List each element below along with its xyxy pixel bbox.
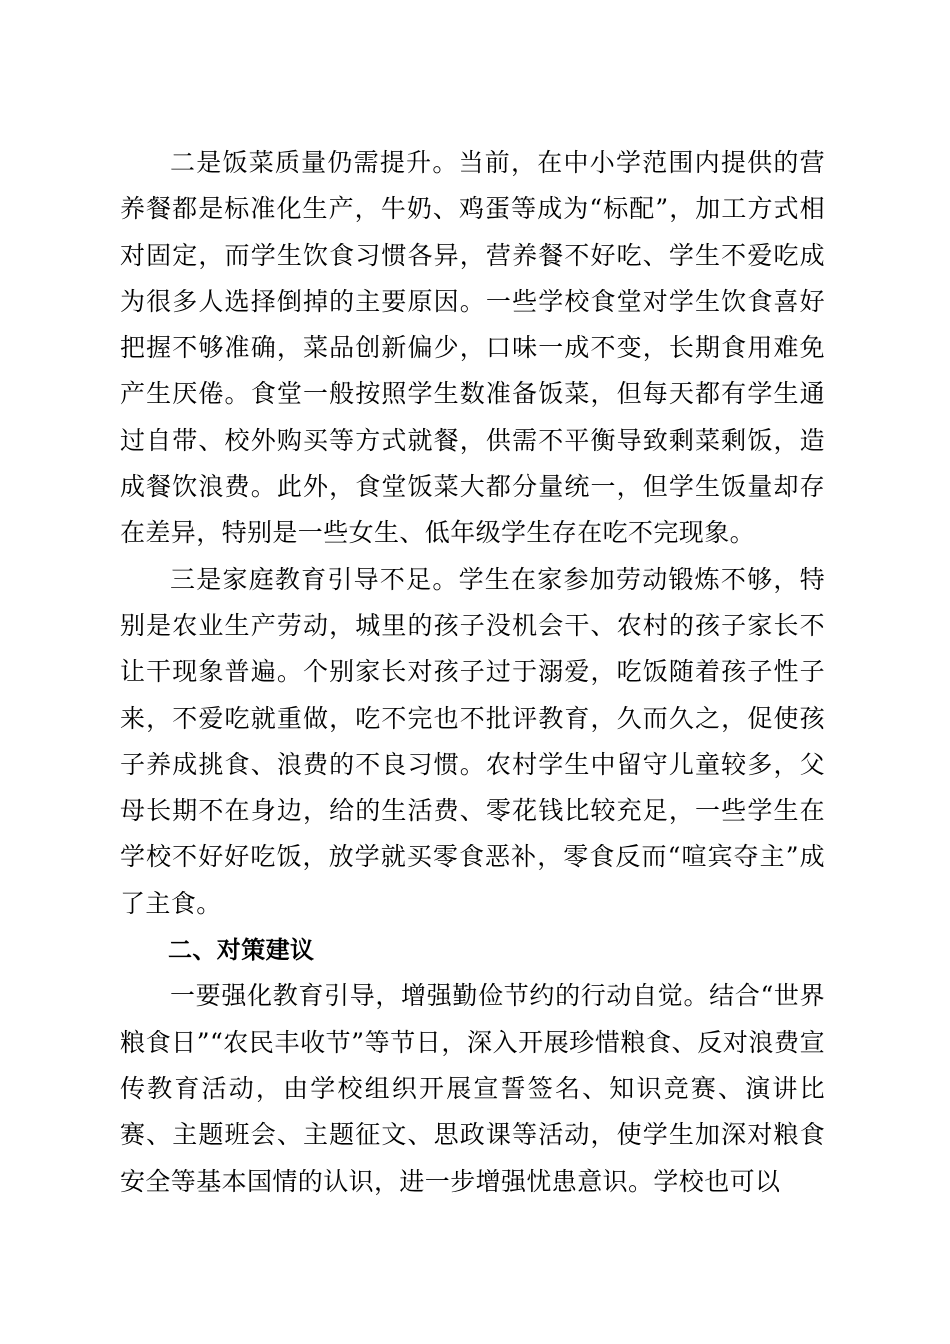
paragraph-body: 当前，在中小学范围内提供的营养餐都是标准化生产，牛奶、鸡蛋等成为“标配”，加工方式相对固定，而学生饮食习惯各异，营养餐不好吃、学生不爱吃成为很多人选择倒掉的主要原因。一些学校食堂对学生饮食喜好把握不够准确，菜品创新偏少，口味一成不变，长期食用难免产生厌倦。食堂一般按照学生数准备饭菜，但每天都有学生通过自带、校外购买等方式就餐，供需不平衡导致剩菜剩饭，造成餐饮浪费。此外，食堂饭菜大都分量统一，但学生饭量却存在差异，特别是一些女生、低年级学生存在吃不完现象。 — [120, 148, 825, 548]
section-heading: 二、对策建议 — [168, 936, 315, 965]
paragraph-body: 学生在家参加劳动锻炼不够，特别是农业生产劳动，城里的孩子没机会干、农村的孩子家长不让干现象普遍。个别家长对孩子过于溺爱，吃饭随着孩子性子来，不爱吃就重做，吃不完也不批评教育，久而久之，促使孩子养成挑食、浪费的不良习惯。农村学生中留守儿童较多，父母长期不在身边，给的生活费、零花钱比较充足，一些学生在学校不好好吃饭，放学就买零食恶补，零食反而“喧宾夺主”成了主食。 — [120, 564, 825, 918]
paragraph-lead: 二是饭菜质量仍需提升。 — [170, 148, 459, 177]
paragraph-education-guidance — [120, 973, 825, 1204]
document-page — [120, 140, 825, 1205]
paragraph-lead: 一要强化教育引导，增强勤俭节约的行动自觉。 — [170, 981, 710, 1011]
paragraph-meal-quality — [120, 140, 825, 557]
paragraph-family-education — [120, 557, 825, 927]
paragraph-lead: 三是家庭教育引导不足。 — [170, 564, 459, 594]
paragraph-body: 结合“世界粮食日”“农民丰收节”等节日，深入开展珍惜粮食、反对浪费宣传教育活动，由学校组织开展宣誓签名、知识竞赛、演讲比赛、主题班会、主题征文、思政课等活动，使学生加深对粮食安全等基本国情的认识，进一步增强忧患意识。学校也可以 — [120, 981, 825, 1196]
